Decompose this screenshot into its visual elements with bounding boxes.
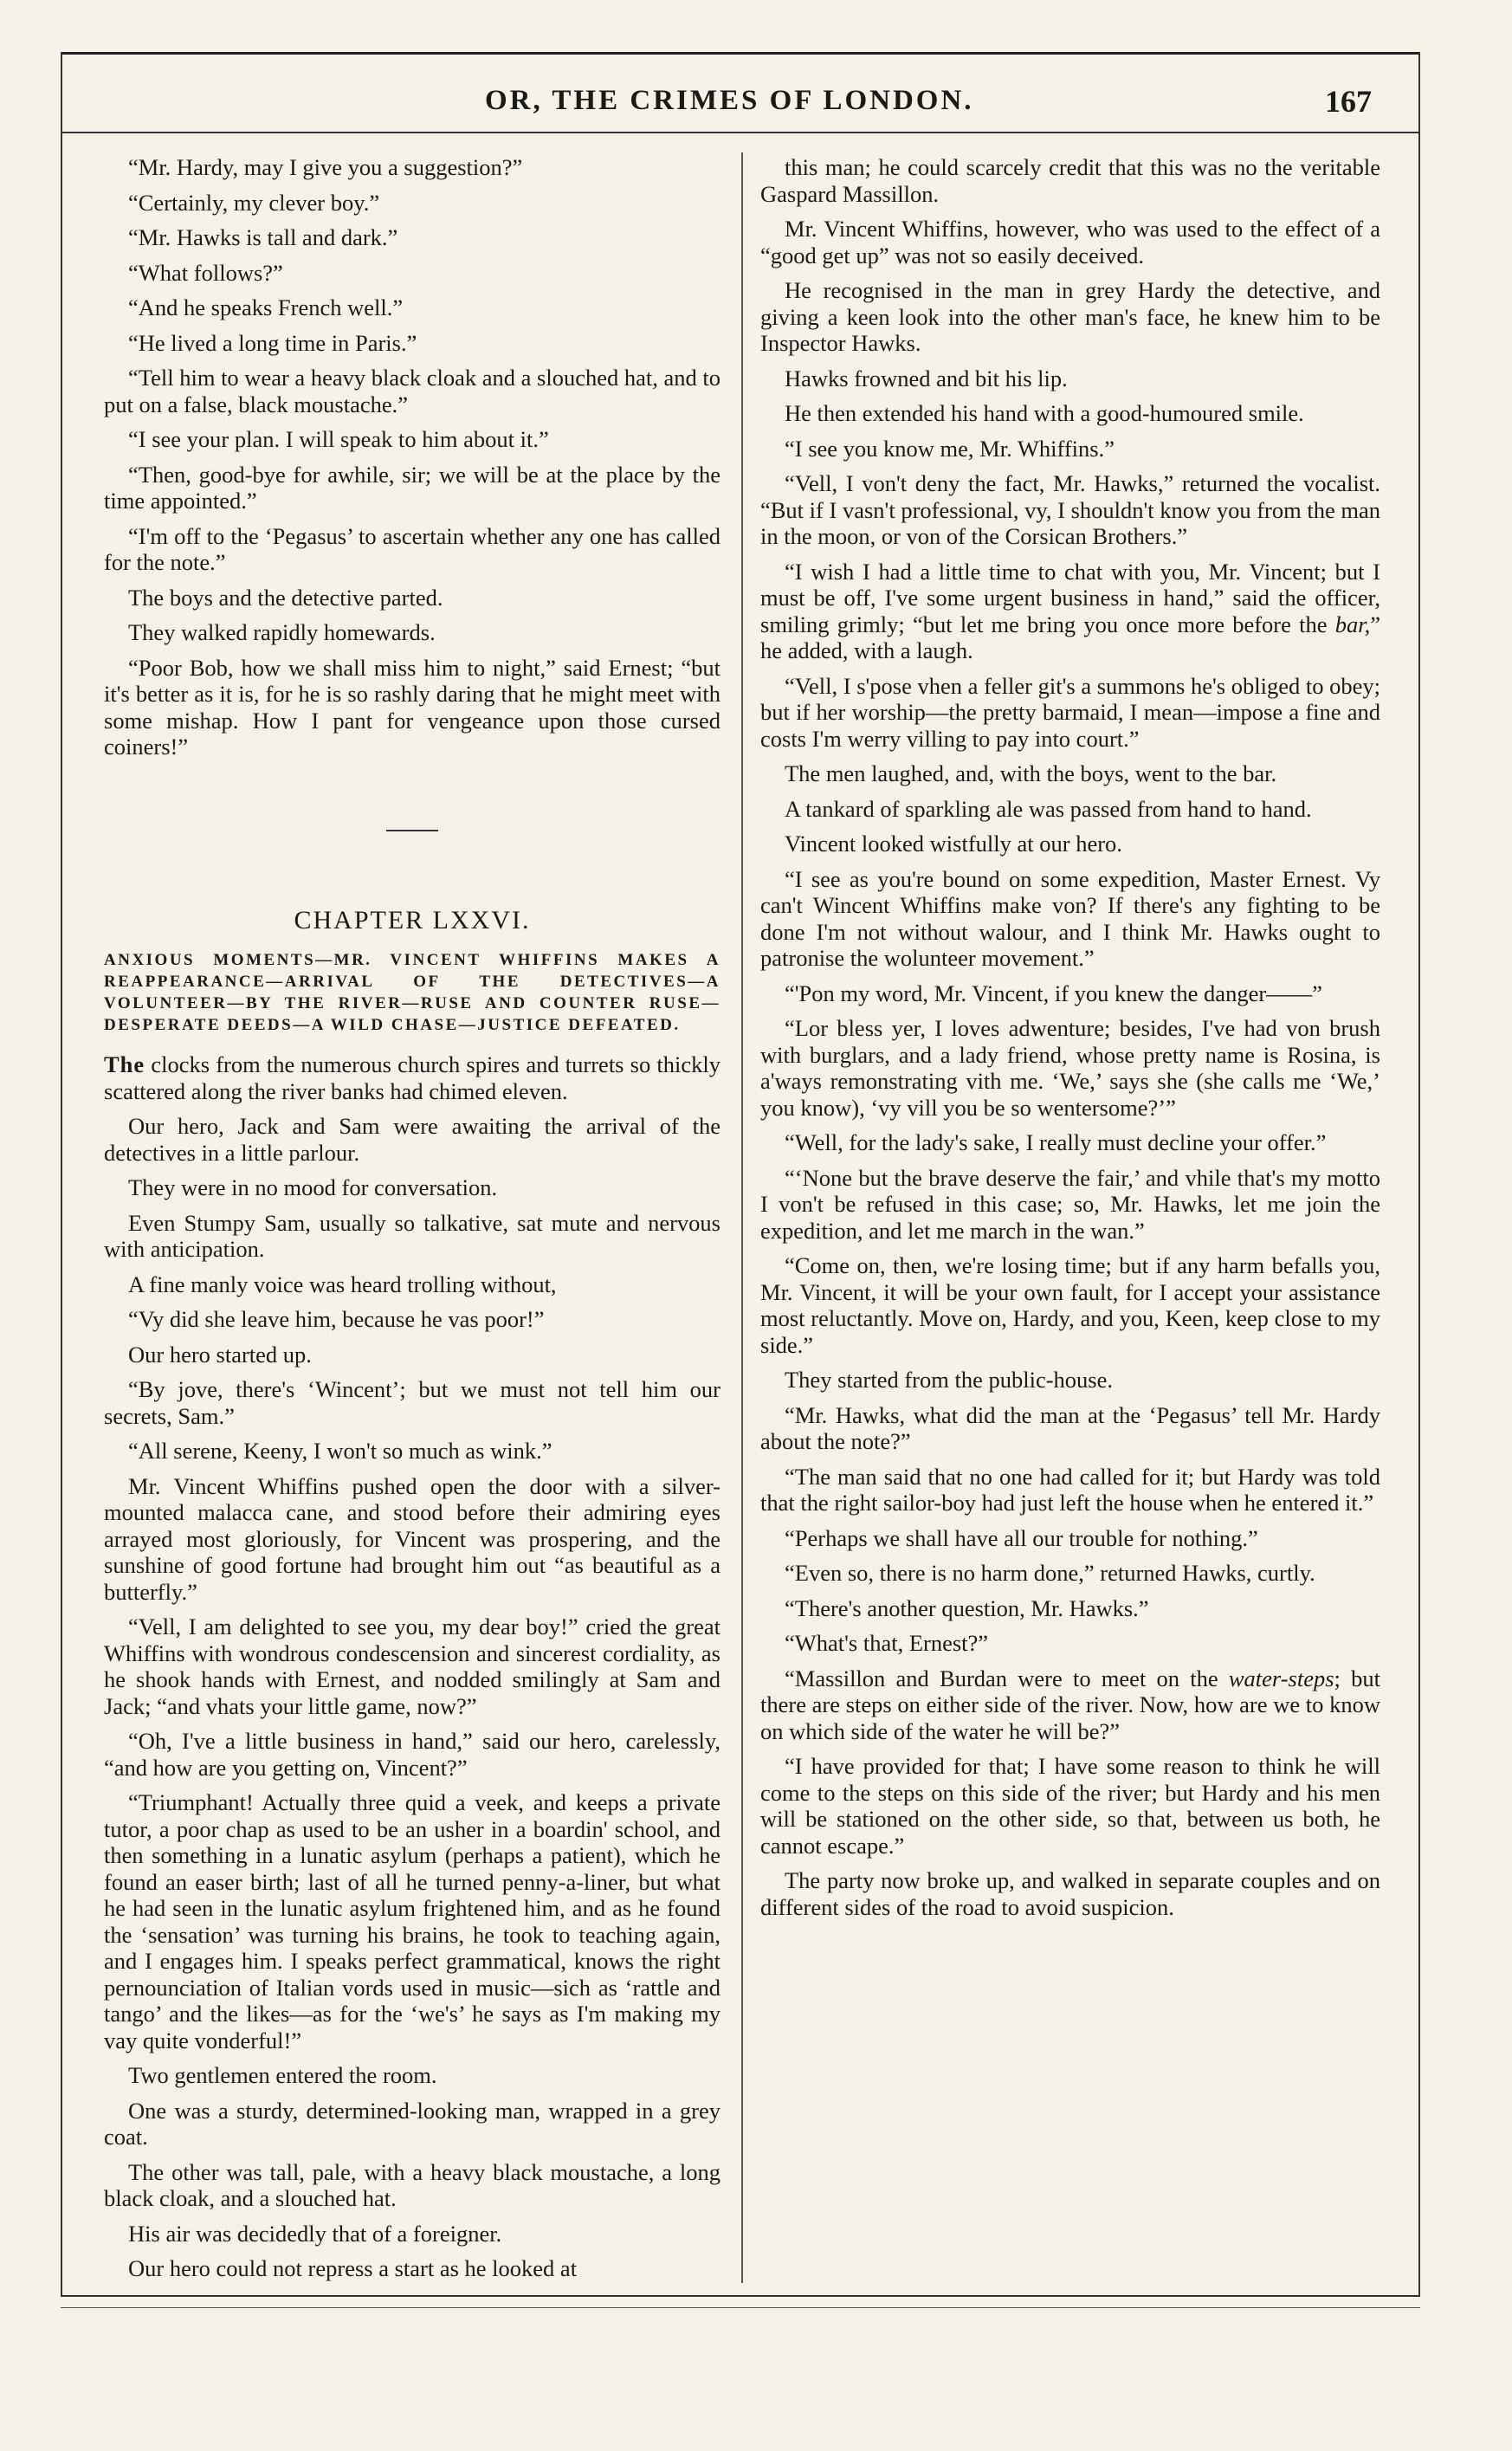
paragraph: “Certainly, my clever boy.” — [128, 189, 380, 216]
paragraph: “What's that, Ernest?” — [785, 1630, 989, 1656]
left-column-chapter-text — [104, 1113, 720, 2282]
paragraph: “Well, for the lady's sake, I really must decline your offer.” — [785, 1129, 1327, 1155]
bottom-rule-thin — [61, 2307, 1420, 2308]
paragraph: “‘None but the brave deserve the fair,’ and vhile that's my motto I von't be refused in this case; so, Mr. Hawks, let me join the expedition, and let me march in the wan.” — [760, 1164, 1380, 1244]
paragraph: He recognised in the man in grey Hardy the detective, and giving a keen look into the other man's face, he knew him to be Inspector Hawks. — [760, 277, 1380, 356]
paragraph: Hawks frowned and bit his lip. — [785, 365, 1068, 391]
chapter-summary: ANXIOUS MOMENTS—MR. VINCENT WHIFFINS MAKES A REAPPEARANCE—ARRIVAL OF THE DETECTIVES—A VOLUNTEER—BY THE RIVER—RUSE AND COUNTER RUSE—DESPERATE DEEDS—A WILD CHASE—JUSTICE DEFEATED. — [104, 951, 720, 1034]
paragraph: “The man said that no one had called for it; but Hardy was told that the right sailor-boy had just left the house when he entered it.” — [760, 1463, 1380, 1516]
right-column-text-b — [760, 673, 1380, 1657]
paragraph-text: “Massillon and Burdan were to meet on the — [785, 1665, 1229, 1691]
right-column-text-a — [760, 154, 1380, 550]
running-head: OR, THE CRIMES OF LONDON. — [485, 85, 974, 116]
chapter-title: CHAPTER LXXVI. — [294, 905, 531, 934]
left-frame-rule — [61, 52, 62, 2295]
paragraph: One was a sturdy, determined-looking man, wrapped in a grey coat. — [104, 2097, 720, 2150]
paragraph: “Lor bless yer, I loves adwenture; besides, I've had von brush with burglars, and a lady friend, whose pretty name is Rosina, is a'ways remonstrating vith me. ‘We,’ says she (she calls me ‘We,’ you know), ‘vy vill you be so wentersome?’” — [760, 1015, 1380, 1121]
paragraph: this man; he could scarcely credit that this was no the veritable Gaspard Massillon. — [760, 154, 1380, 207]
right-column-text-c — [760, 1753, 1380, 1920]
bottom-rule — [61, 2295, 1420, 2297]
paragraph: “Vell, I von't deny the fact, Mr. Hawks,” returned the vocalist. “But if I vasn't professional, vy, I shouldn't know you from the man in the moon, or von of the Corsican Brothers.” — [760, 470, 1380, 549]
paragraph: Our hero could not repress a start as he looked at — [128, 2255, 578, 2281]
paragraph: They were in no mood for conversation. — [128, 1174, 498, 1200]
paragraph: “Mr. Hardy, may I give you a suggestion?” — [128, 154, 523, 180]
paragraph: The boys and the detective parted. — [128, 584, 443, 611]
paragraph: He then extended his hand with a good-humoured smile. — [785, 400, 1304, 426]
paragraph: “'Pon my word, Mr. Vincent, if you knew the danger——” — [785, 980, 1322, 1006]
paragraph: “I have provided for that; I have some reason to think he will come to the steps on this side of the river; but Hardy and his men will be stationed on the other side, so that, between us both, he cannot escape.” — [760, 1753, 1380, 1859]
paragraph: “Even so, there is no harm done,” returned Hawks, curtly. — [785, 1560, 1315, 1586]
paragraph: “I see your plan. I will speak to him about it.” — [128, 426, 549, 452]
paragraph: “He lived a long time in Paris.” — [128, 329, 417, 356]
paragraph: “I'm off to the ‘Pegasus’ to ascertain whether any one has called for the note.” — [104, 522, 720, 575]
paragraph: They walked rapidly homewards. — [128, 619, 436, 645]
paragraph: His air was decidedly that of a foreigner. — [128, 2220, 502, 2247]
paragraph: “Mr. Hawks is tall and dark.” — [128, 224, 398, 250]
paragraph: “There's another question, Mr. Hawks.” — [785, 1594, 1149, 1621]
paragraph: “Oh, I've a little business in hand,” said our hero, carelessly, “and how are you getting on, Vincent?” — [104, 1728, 720, 1781]
paragraph — [760, 1665, 1380, 1745]
chapter-opening-text: clocks from the numerous church spires and turrets so thickly scattered along the river banks had chimed eleven. — [104, 1051, 720, 1104]
section-separator — [386, 830, 438, 831]
paragraph: “Mr. Hawks, what did the man at the ‘Pegasus’ tell Mr. Hardy about the note?” — [760, 1401, 1380, 1454]
paragraph: Vincent looked wistfully at our hero. — [785, 831, 1122, 857]
right-column — [760, 154, 1380, 1929]
paragraph: “What follows?” — [128, 259, 283, 286]
paragraph: “Vell, I am delighted to see you, my dear boy!” cried the great Whiffins with wondrous condescension and sincerest cordiality, as he shook hands with Ernest, and nodded smilingly at Sam and Jack; “and vhats your little game, now?” — [104, 1614, 720, 1719]
paragraph-text: ; but there are steps on either side of the river. Now, how are we to know on which side of the water he will be?” — [760, 1665, 1380, 1744]
paragraph: The party now broke up, and walked in separate couples and on different sides of the road to avoid suspicion. — [760, 1867, 1380, 1920]
paragraph: “Come on, then, we're losing time; but if any harm befalls you, Mr. Vincent, it will be your own fault, for I accept your assistance most reluctantly. Move on, Hardy, and you, Keen, keep close to my side.” — [760, 1252, 1380, 1358]
paragraph-text: ” he added, with a laugh. — [760, 611, 1380, 663]
paragraph: “By jove, there's ‘Wincent’; but we must not tell him our secrets, Sam.” — [104, 1376, 720, 1429]
left-column-text — [104, 154, 720, 760]
paragraph: “All serene, Keeny, I won't so much as wink.” — [128, 1438, 552, 1464]
paragraph: A fine manly voice was heard trolling without, — [128, 1271, 557, 1297]
paragraph: A tankard of sparkling ale was passed from hand to hand. — [785, 795, 1312, 822]
paragraph: “I see you know me, Mr. Whiffins.” — [785, 435, 1115, 462]
paragraph: Two gentlemen entered the room. — [128, 2062, 437, 2088]
paragraph: “Then, good-bye for awhile, sir; we will be at the place by the time appointed.” — [104, 461, 720, 514]
paragraph: The other was tall, pale, with a heavy black moustache, a long black cloak, and a slouched hat. — [104, 2158, 720, 2211]
paragraph: “Vy did she leave him, because he vas poor!” — [128, 1306, 545, 1332]
paragraph: “Tell him to wear a heavy black cloak and a slouched hat, and to put on a false, black moustache.” — [104, 365, 720, 417]
paragraph: Our hero, Jack and Sam were awaiting the arrival of the detectives in a little parlour. — [104, 1113, 720, 1166]
paragraph: “And he speaks French well.” — [128, 294, 404, 320]
italic-word: bar, — [1334, 611, 1371, 637]
paragraph: They started from the public-house. — [785, 1367, 1113, 1393]
paragraph: “Vell, I s'pose vhen a feller git's a summons he's obliged to obey; but if her worship—the pretty barmaid, I mean—impose a fine and costs I'm werry villing to pay into court.” — [760, 672, 1380, 752]
chapter-first-word: The — [104, 1051, 145, 1077]
page-number: 167 — [1325, 84, 1372, 119]
column-divider — [741, 152, 743, 2283]
paragraph — [760, 559, 1380, 664]
paragraph: Even Stumpy Sam, usually so talkative, sat mute and nervous with anticipation. — [104, 1209, 720, 1262]
top-rule — [61, 52, 1420, 55]
paragraph: Mr. Vincent Whiffins pushed open the door with a silver-mounted malacca cane, and stood before their admiring eyes arrayed most gloriously, for Vincent was prospering, and the sunshine of good fortune had brought him out “as beautiful as a butterfly.” — [104, 1472, 720, 1605]
header-rule — [61, 132, 1420, 133]
italic-word: water-steps — [1228, 1665, 1334, 1691]
right-frame-rule — [1418, 52, 1420, 2295]
paragraph: “I see as you're bound on some expedition, Master Ernest. Vy can't Wincent Whiffins make von? If there's any fighting to be done I'm not without walour, and I think Mr. Hawks ought to patronise the wolunteer movement.” — [760, 865, 1380, 971]
paragraph: “Triumphant! Actually three quid a veek, and keeps a private tutor, a poor chap as used to be an usher in a boardin' school, and then something in a lunatic asylum (perhaps a patient), which he found an easer birth; last of all he turned penny-a-liner, but what he had seen in the lunatic asylum frightened him, and as he found the ‘sensation’ was turning his brains, he took to teaching again, and I engages him. I speaks perfect grammatical, knows the right pernounciation of Italian vords used in music—sich as ‘rattle and tango’ and the likes—as for the ‘we's’ he says as I'm making my vay quite vonderful!” — [104, 1789, 720, 2053]
left-column — [104, 154, 720, 2291]
chapter-opening-paragraph — [104, 1051, 720, 1104]
paragraph: “Perhaps we shall have all our trouble for nothing.” — [785, 1524, 1258, 1551]
paragraph: The men laughed, and, with the boys, went to the bar. — [785, 760, 1277, 786]
paragraph: “Poor Bob, how we shall miss him to night,” said Ernest; “but it's better as it is, for he is so rashly daring that he might meet with some mishap. How I pant for vengeance upon those cursed coiners!” — [104, 654, 720, 760]
paragraph: Our hero started up. — [128, 1341, 312, 1368]
paragraph-text: “I wish I had a little time to chat with you, Mr. Vincent; but I must be off, I've some urgent business in hand,” said the officer, smiling grimly; “but let me bring you once more before the — [760, 558, 1380, 637]
paragraph: Mr. Vincent Whiffins, however, who was used to the effect of a “good get up” was not so easily deceived. — [760, 216, 1380, 268]
